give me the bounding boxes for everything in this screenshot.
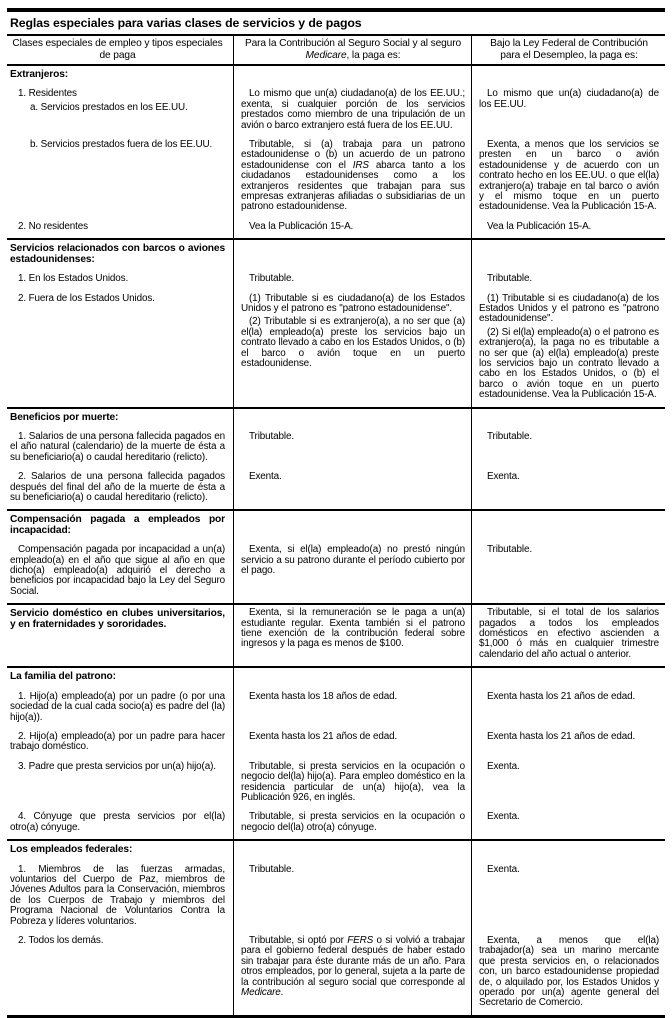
cell-text: 2. Salarios de una persona fallecida pagados después del final del año de la muerte de ésta a su beneficiario(a) o caudal hereditario (relicto). <box>10 471 225 503</box>
cell-text: 2. Todos los demás. <box>18 935 104 946</box>
cell-text: Exenta, a menos que los servicios se presten en un barco o avión estadounidense y de acuerdo con un contrato hecho en los EE.UU. o que el(la) extranjero(a) trabaje en tal barco o avión y el mismo toque en un puerto estadounidense. Vea la Publicación 15-A. <box>479 139 659 213</box>
table-section <box>7 511 665 605</box>
table-cell-c2 <box>233 66 471 86</box>
column-header: Bajo la Ley Federal de Contribución para el Desempleo, la paga es: <box>471 36 665 64</box>
table-cell-c3 <box>471 66 665 86</box>
cell-text: Lo mismo que un(a) ciudadano(a) de los EE.UU.; exenta, si cualquier porción de los servicios prestados como miembro de una tripulación de un avión o barco extranjero está fuera de los EE.UU. <box>241 88 465 131</box>
table-section <box>7 66 665 240</box>
cell-text: Tributable. <box>487 273 532 285</box>
cell-text: Tributable, si presta servicios en la ocupación o negocio del(la) otro(a) cónyuge. <box>241 811 465 833</box>
table-cell-c3 <box>471 291 665 407</box>
table-cell-c1 <box>7 66 233 86</box>
table-cell-c2 <box>233 240 471 271</box>
cell-text: Vea la Publicación 15-A. <box>487 220 592 232</box>
table-cell-c1 <box>7 409 233 429</box>
cell-text: Vea la Publicación 15-A. <box>249 220 354 232</box>
table-cell-c1 <box>7 137 233 219</box>
section-heading: Servicios relacionados con barcos o aviones estadounidenses: <box>10 243 225 265</box>
table-cell-c3 <box>471 729 665 759</box>
table-cell-c1 <box>7 469 233 509</box>
table-cell-c3 <box>471 759 665 810</box>
table-cell-c2 <box>233 86 471 137</box>
section-heading: La familia del patrono: <box>10 671 116 683</box>
table-cell-c2 <box>233 291 471 407</box>
table-cell-c1 <box>7 668 233 688</box>
table-cell-c2 <box>233 689 471 729</box>
cell-text: Tributable. <box>487 430 532 442</box>
table-cell-c2 <box>233 429 471 469</box>
table-section <box>7 668 665 841</box>
cell-text: Exenta. <box>487 471 520 483</box>
table-cell-c1 <box>7 729 233 759</box>
cell-text: Tributable. <box>249 430 294 442</box>
cell-text: Tributable, si presta servicios en la ocupación o negocio del(la) hijo(a). Para empleo doméstico en la residencia particular de un(a) hijo(a), vea la Publicación 926, en inglés. <box>241 760 465 803</box>
cell-text: (1) Tributable si es ciudadano(a) de los Estados Unidos y el patrono es "patrono estadounidense". <box>241 292 465 314</box>
table-cell-c3 <box>471 511 665 542</box>
cell-text: Exenta hasta los 18 años de edad. <box>249 690 398 702</box>
cell-text: 1. Residentes <box>18 88 77 100</box>
table-cell-c3 <box>471 542 665 603</box>
section-heading: Extranjeros: <box>10 69 69 80</box>
table-cell-c1 <box>7 542 233 603</box>
cell-text: Exenta. <box>487 760 520 772</box>
table-cell-c1 <box>7 219 233 238</box>
table-cell-c2 <box>233 271 471 290</box>
column-header: Clases especiales de empleo y tipos especiales de paga <box>12 38 223 61</box>
cell-text: Tributable. <box>249 273 294 285</box>
table-cell-c2 <box>233 409 471 429</box>
cell-text: Compensación pagada por incapacidad a un(a) empleado(a) en el año que sigue al año en que dicho(a) empleado(a) adquirió el derecho a beneficios por incapacidad bajo la Ley del Seguro Social. <box>10 544 225 597</box>
cell-text: Exenta. <box>487 863 520 875</box>
table-cell-c2 <box>233 469 471 509</box>
table-cell-c2 <box>233 759 471 810</box>
table-cell-c2 <box>233 137 471 219</box>
cell-text: 1. En los Estados Unidos. <box>18 273 129 285</box>
table-cell-c3 <box>471 668 665 688</box>
table-cell-c2 <box>233 668 471 688</box>
table-cell-c1 <box>7 862 233 933</box>
cell-text: 4. Cónyuge que presta servicios por el(la) otro(a) cónyuge. <box>10 811 225 833</box>
cell-text: 1. Miembros de las fuerzas armadas, voluntarios del Cuerpo de Paz, miembros de Jóvenes Adultos para la Conservación, miembros de los Cuerpos de Trabajo y miembros del Programa Nacional de Voluntarios Contra la Pobreza y líderes voluntarios. <box>10 863 225 927</box>
table-cell-c2 <box>233 862 471 933</box>
cell-text: Exenta. <box>249 471 282 483</box>
cell-text: 2. Hijo(a) empleado(a) por un padre para hacer trabajo doméstico. <box>10 730 225 753</box>
table-cell-c3 <box>471 469 665 509</box>
cell-text: (2) Si el(la) empleado(a) o el patrono es extranjero(a), la paga no es tributable a no ser que (a) el(la) empleado(a) preste los servicios bajo un contrato llevado a cabo en los Estados Unidos, o (b) el barco o avión toque en un puerto estadounidense. Vea la Publicación 15-A. <box>479 326 659 401</box>
table-cell-c2 <box>233 511 471 542</box>
table-section <box>7 605 665 668</box>
cell-text: (1) Tributable si es ciudadano(a) de los Estados Unidos y el patrono es "patrono estadounidense". <box>479 292 659 325</box>
table-cell-c2 <box>233 219 471 238</box>
table-cell-c2 <box>233 729 471 759</box>
cell-text: (2) Tributable si es extranjero(a), a no ser que (a) el(la) empleado(a) preste los servicios bajo un contrato llevado a cabo en los Estados Unidos, o (b) el barco o avión toque en un puerto estadounidense. <box>241 316 465 369</box>
table-cell-c3 <box>471 240 665 271</box>
cell-text: Exenta, a menos que el(la) trabajador(a) sea un marino mercante que presta servicios en, o relacionados con, un barco estadounidense propiedad de, o alquilado por, los Estados Unidos y operado por un(a) agente general del Secretario de Comercio. <box>479 935 659 1009</box>
cell-text: a. Servicios prestados en los EE.UU. <box>30 101 188 113</box>
table-title: Reglas especiales para varias clases de servicios y de pagos <box>7 12 665 36</box>
table-cell-c1 <box>7 511 233 542</box>
table-cell-c1 <box>7 809 233 839</box>
table-cell-c1 <box>7 933 233 1015</box>
section-heading: Los empleados federales: <box>10 844 133 856</box>
table-cell-c3 <box>471 86 665 137</box>
table-cell-c3 <box>471 862 665 933</box>
table-cell-c1 <box>7 271 233 290</box>
column-header: Para la Contribución al Seguro Social y al seguro Medicare, la paga es: <box>233 36 471 64</box>
table-cell-c1 <box>7 841 233 861</box>
cell-text: Exenta hasta los 21 años de edad. <box>487 690 636 702</box>
section-heading: Servicio doméstico en clubes universitarios, y en fraternidades y sororidades. <box>10 608 225 630</box>
cell-text: Tributable. <box>487 544 532 556</box>
table-section <box>7 240 665 408</box>
table-section <box>7 409 665 512</box>
cell-text: b. Servicios prestados fuera de los EE.UU. <box>30 139 213 151</box>
table-cell-c1 <box>7 291 233 407</box>
cell-text: 1. Hijo(a) empleado(a) por un padre (o por una sociedad de la cual cada socio(a) es padre del (la) hijo(a)). <box>10 690 225 723</box>
table-cell-c3 <box>471 271 665 290</box>
table-cell-c3 <box>471 137 665 219</box>
table-cell-c2 <box>233 841 471 861</box>
table-cell-c1 <box>7 759 233 810</box>
cell-text: Tributable, si (a) trabaja para un patrono estadounidense o (b) un acuerdo de un patrono estadounidense con el IRS abarca tanto a los ciudadanos estadounidenses como a los extranjeros residentes que trabajan para sus empresas extranjeras afiliadas o subsidiarias de un patrono estadounidense. <box>241 139 466 213</box>
cell-text: 2. No residentes <box>18 220 88 232</box>
cell-text: 3. Padre que presta servicios por un(a) hijo(a). <box>18 760 216 772</box>
table-cell-c1 <box>7 86 233 137</box>
section-heading: Compensación pagada a empleados por incapacidad: <box>10 514 225 536</box>
table-cell-c1 <box>7 689 233 729</box>
cell-text: Tributable, si el total de los salarios pagados a todos los empleados domésticos en efectivo ascienden a $1,000 ó más en cualquier trimestre calendario del año actual o anterior. <box>479 607 659 660</box>
table-cell-c3 <box>471 429 665 469</box>
cell-text: Tributable. <box>249 863 294 875</box>
table-cell-c1 <box>7 605 233 666</box>
table-cell-c2 <box>233 933 471 1015</box>
table-cell-c3 <box>471 409 665 429</box>
cell-text: Lo mismo que un(a) ciudadano(a) de los EE.UU. <box>479 88 659 110</box>
cell-text: 1. Salarios de una persona fallecida pagados en el año natural (calendario) de la muerte de ésta a su beneficiario(a) o caudal hereditario (relicto). <box>10 430 225 463</box>
cell-text: Exenta, si el(la) empleado(a) no prestó ningún servicio a su patrono durante el período cubierto por el pago. <box>241 544 465 577</box>
cell-text: Exenta. <box>487 811 520 823</box>
table-cell-c3 <box>471 219 665 238</box>
table-cell-c1 <box>7 240 233 271</box>
table-section <box>7 841 665 1018</box>
cell-text: Exenta hasta los 21 años de edad. <box>487 730 636 742</box>
table-body <box>7 66 665 1018</box>
table-cell-c2 <box>233 605 471 666</box>
table-cell-c3 <box>471 605 665 666</box>
table-cell-c2 <box>233 542 471 603</box>
table-header-row <box>7 36 665 66</box>
cell-text: Exenta, si la remuneración se le paga a un(a) estudiante regular. Exenta también si el patrono tiene exención de la contribución federal sobre ingresos y la paga es menos de $100. <box>241 607 465 650</box>
table-cell-c1 <box>7 429 233 469</box>
section-heading: Beneficios por muerte: <box>10 411 119 423</box>
table-cell-c3 <box>471 689 665 729</box>
table-cell-c3 <box>471 841 665 861</box>
table-cell-c3 <box>471 933 665 1015</box>
cell-text: Exenta hasta los 21 años de edad. <box>249 730 398 742</box>
table-cell-c2 <box>233 809 471 839</box>
cell-text: 2. Fuera de los Estados Unidos. <box>18 292 155 304</box>
table-cell-c3 <box>471 809 665 839</box>
cell-text: Tributable, si optó por FERS o si volvió a trabajar para el gobierno federal después de haber estado sin trabajar para éste durante más de un año. Para otros empleados, por lo general, sujeta a la parte de la contribución al seguro social que corresponde al Medicare. <box>241 935 465 999</box>
